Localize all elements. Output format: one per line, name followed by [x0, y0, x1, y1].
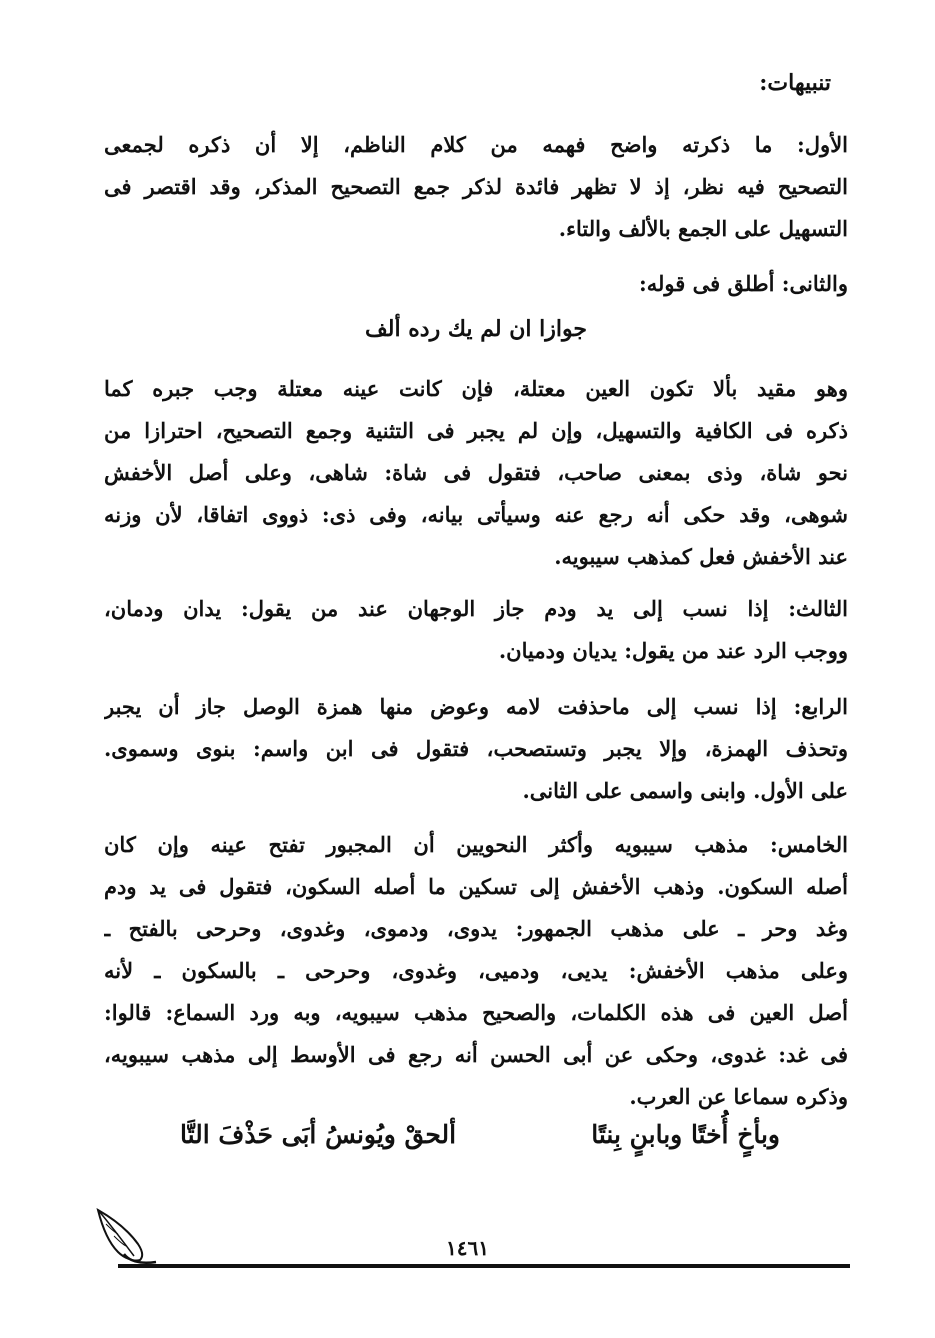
note-second-line-intro: والثانى: أطلق فى قوله: [638, 271, 848, 296]
note-first [104, 124, 848, 250]
note-fifth-line-5: أصل العين فى هذه الكلمات، والصحيح مذهب سيبويه، وبه ورد السماع: قالوا: [104, 1000, 848, 1025]
note-second-body-line-5: عند الأخفش فعل كمذهب سيبويه. [554, 544, 848, 569]
note-fifth-lead: الخامس: [770, 832, 848, 857]
note-fourth-line-2: وتحذف الهمزة، وإلا يجبر وتستصحب، فتقول فى ابن واسم: بنوى وسموى. [104, 736, 848, 761]
note-fifth-line-3: وغد وحر ـ على مذهب الجمهور: يدوى، ودموى، وغدوى، وحرحى بالفتح ـ [104, 916, 848, 941]
note-fifth-line-4: وعلى مذهب الأخفش: يديى، ودميى، وغدوى، وحرحى ـ بالسكون ـ لأنه [104, 958, 848, 983]
note-second-body-line-4: شوهى، وقد حكى أنه رجع عنه وسيأتى بيانه، وفى ذى: ذووى اتفاقا، لأن وزنه [104, 502, 848, 527]
note-fifth-line-6: فى غد: غدوى، وحكى عن أبى الحسن أنه رجع فى الأوسط إلى مذهب سيبويه، [104, 1042, 848, 1067]
section-heading: تنبيهات: [759, 70, 831, 96]
note-second-body-line-2: ذكره فى الكافية والتسهيل، وإن لم يجبر فى التثنية وجمع التصحيح، احترازا من [104, 418, 848, 443]
note-second-lead: والثانى: [781, 271, 848, 296]
note-fourth-line-3: على الأول. وابنى واسمى على الثانى. [522, 778, 848, 803]
note-fifth [104, 824, 848, 1118]
note-fourth-lead: الرابع: [793, 694, 848, 719]
note-fifth-line-1: الخامس: مذهب سيبويه وأكثر النحويين أن المجبور تفتح عينه وإن كان [104, 832, 848, 857]
note-first-line-1: الأول: ما ذكرته واضح فهمه من كلام الناظم، إلا أن ذكره لجمعى [104, 132, 848, 157]
note-first-line-3: التسهيل على الجمع بالألف والتاء. [558, 216, 848, 241]
page-number: ١٤٦١ [446, 1236, 489, 1260]
note-fifth-line-7: وذكره سماعا عن العرب. [629, 1084, 848, 1109]
note-third [104, 588, 848, 672]
quill-ornament-icon [94, 1206, 164, 1266]
poem-hemistich-left: ألحقْ ويُونسُ أبَى حَذْفَ التَّا [180, 1120, 457, 1149]
note-first-lead: الأول: [797, 132, 848, 157]
note-second-body-line-3: نحو شاة، وذى بمعنى صاحب، فتقول فى شاة: شاهى، وعلى أصل الأخفش [104, 460, 848, 485]
note-second-body [104, 368, 848, 578]
note-fourth [104, 686, 848, 812]
note-first-line-2: التصحيح فيه نظر، إذ لا تظهر فائدة لذكر جمع التصحيح المذكر، وقد اقتصر فى [104, 174, 848, 199]
note-fifth-line-2: أصله السكون. وذهب الأخفش إلى تسكين ما أصله السكون، فتقول فى يد ودم [104, 874, 848, 899]
note-third-lead: الثالث: [788, 596, 848, 621]
poem-hemistich-right: وبأخٍ أُختًا وبابنٍ بِنتًا [591, 1120, 780, 1149]
quoted-verse: جوازا ان لم يك رده ألف [365, 316, 587, 342]
note-second-intro [104, 263, 848, 305]
footer-rule [118, 1264, 850, 1268]
note-fourth-line-1: الرابع: إذا نسب إلى ماحذفت لامه وعوض منها همزة الوصل جاز أن يجبر [104, 694, 848, 719]
poem-couplet [180, 1120, 780, 1149]
note-second-body-line-1: وهو مقيد بألا تكون العين معتلة، فإن كانت عينه معتلة وجب جبره كما [104, 376, 848, 401]
note-third-line-2: ووجب الرد عند من يقول: يديان ودميان. [498, 638, 848, 663]
note-third-line-1: الثالث: إذا نسب إلى يد ودم جاز الوجهان عند من يقول: يدان ودمان، [104, 596, 848, 621]
